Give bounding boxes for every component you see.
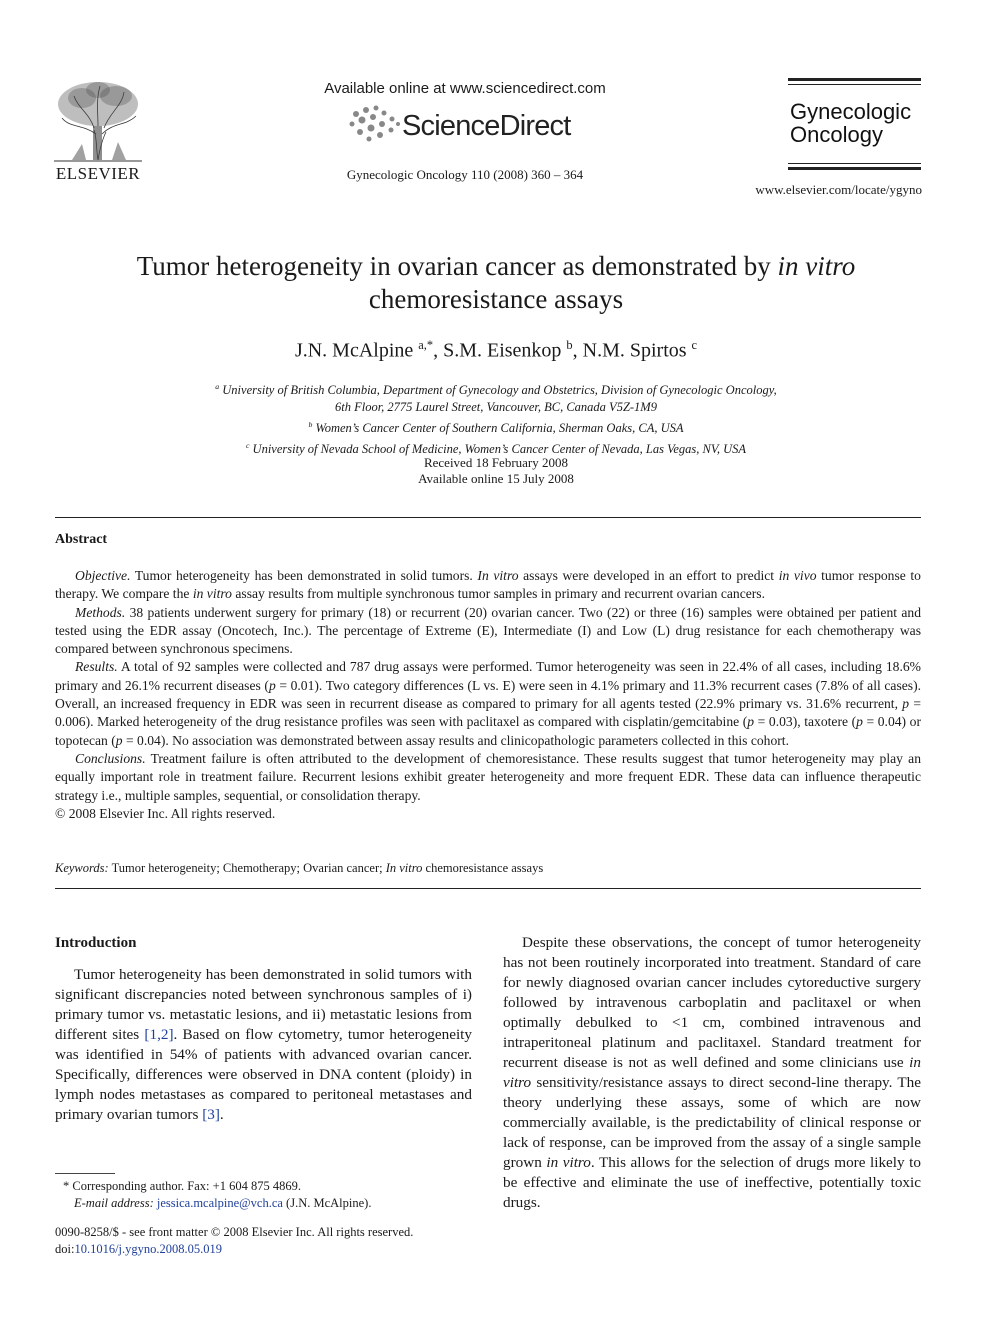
p-value-symbol: p	[115, 732, 123, 748]
doi-label: doi:	[55, 1242, 75, 1256]
methods-label: Methods.	[75, 604, 126, 620]
body-italic: in vitro	[503, 1054, 921, 1091]
available-online-text[interactable]: Available online at www.sciencedirect.com	[324, 80, 606, 97]
results-label: Results.	[75, 659, 118, 675]
body-text: .	[219, 1106, 224, 1123]
affiliation-line	[60, 378, 932, 399]
affiliations	[60, 378, 932, 458]
p-value-symbol: p	[747, 714, 755, 730]
footnote-corr	[55, 1178, 472, 1195]
author-affiliation-mark[interactable]: a,*	[418, 338, 434, 352]
publisher-name: ELSEVIER	[55, 164, 141, 183]
abstract-body	[55, 567, 921, 823]
intro-paragraph-1	[55, 965, 472, 1125]
journal-title-rule-bottom	[788, 167, 921, 170]
affiliation-mark: b	[308, 420, 313, 430]
abstract-italic: in vitro	[192, 586, 232, 602]
abstract-text: A total of 92 samples were collected and 787 drug assays were performed. Tumor heterogeneity was seen in 22.4% of all cases, including 18.6% primary and 26.1% recurrent diseases (	[55, 659, 921, 693]
objective-label: Objective.	[75, 568, 131, 583]
keywords-italic: In vitro	[385, 861, 423, 875]
journal-title	[790, 100, 911, 146]
abstract-top-rule	[55, 517, 921, 518]
affiliation-line	[60, 399, 932, 416]
journal-citation: Gynecologic Oncology 110 (2008) 360 – 364	[346, 167, 584, 182]
author-affiliation-mark[interactable]: b	[566, 338, 573, 352]
doi-link[interactable]: 10.1016/j.ygyno.2008.05.019	[74, 1242, 223, 1256]
footnote-text: (J.N. McAlpine).	[282, 1196, 372, 1210]
abstract-text: assays were developed in an effort to predict	[518, 568, 779, 583]
right-column	[503, 933, 921, 1213]
title-text-1: Tumor heterogeneity in ovarian cancer as demonstrated by	[136, 251, 778, 281]
conclusions-label: Conclusions.	[75, 750, 146, 766]
affiliation-line	[60, 416, 932, 437]
body-text: . This allows for the selection of drugs more likely to be effective and eliminate the use of ineffective, potentially toxic drugs.	[503, 1154, 921, 1211]
abstract-bottom-rule	[55, 888, 921, 889]
abstract-text: = 0.03), taxotere (	[754, 714, 857, 730]
corresponding-author-footnote	[55, 1178, 472, 1212]
abstract-heading: Abstract	[55, 532, 108, 547]
author-name[interactable]: S.M. Eisenkop	[443, 339, 562, 362]
doi-line	[55, 1241, 472, 1258]
title-italic: in vitro	[777, 251, 856, 281]
abstract-text: Treatment failure is often attributed to the development of chemoresistance. These results suggest that tumor heterogeneity may play an equally important role in treatment failure. Recurrent lesions exhibit greater heterogeneity and more frequent EDR. These data can influence therapeutic strategy i.e., multiple samples, sequential, or consolidation therapy.	[55, 750, 921, 803]
abstract-methods	[55, 604, 921, 659]
article-dates	[60, 455, 932, 487]
footnote-text: Corresponding author. Fax: +1 604 875 4869.	[69, 1179, 301, 1193]
abstract-text: = 0.01). Two category differences (L vs. E) were seen in 4.1% primary and 11.3% recurrent cases (7.8% of all cases). Overall, an increased frequency in EDR was seen in recurrent disease as compared to primary for all agents tested (22.9% primary vs. 31.6% recurrent,	[55, 677, 921, 712]
author-separator: ,	[433, 339, 444, 362]
abstract-italic: in vivo	[778, 568, 817, 583]
body-text: sensitivity/resistance assays to direct second-line therapy. The theory underlying these assays, some of which are now commercially available, is the predictability of clinical response or lack of response, can be improved from the assay of a single sample grown	[503, 1074, 921, 1171]
author-affiliation-mark[interactable]: c	[691, 338, 698, 352]
email-label: E-mail address:	[74, 1196, 154, 1210]
journal-title-rule-top-thin	[788, 84, 921, 85]
affiliation-text: 6th Floor, 2775 Laurel Street, Vancouver, BC, Canada V5Z-1M9	[335, 400, 657, 415]
affiliation-text: University of British Columbia, Department of Gynecology and Obstetrics, Division of Gynecologic Oncology,	[222, 383, 777, 398]
abstract-text: Tumor heterogeneity has been demonstrated in solid tumors.	[130, 568, 478, 583]
abstract-text: = 0.006). Marked heterogeneity of the drug resistance profiles was seen with paclitaxel as compared with cisplatin/gemcitabine (	[55, 696, 921, 730]
abstract-text: tumor response to therapy. We compare the	[55, 568, 921, 602]
body-text: Tumor heterogeneity has been demonstrated in solid tumors with significant discrepancies noted between synchronous samples of i) primary tumor vs. metastatic lesions, and ii) metastatic lesions from different sites	[55, 966, 472, 1043]
p-value-symbol: p	[902, 696, 910, 712]
title-text-2: chemoresistance assays	[368, 284, 624, 314]
body-text: . Based on flow cytometry, tumor heterogeneity was identified in 54% of patients with advanced ovarian cancer. Specifically, differences were observed in DNA content (ploidy) in lymph nodes metastases as compared to peritoneal metastases and primary ovarian tumors	[55, 1026, 472, 1123]
received-date: Received 18 February 2008	[423, 455, 569, 470]
intro-paragraph-2	[503, 933, 921, 1213]
affiliation-mark: a	[215, 382, 220, 391]
journal-title-rule-top	[788, 78, 921, 81]
citation-link[interactable]: [1,2]	[144, 1026, 174, 1043]
journal-url-link[interactable]: www.elsevier.com/locate/ygyno	[755, 182, 922, 197]
affiliation-mark: c	[245, 441, 250, 451]
email-link[interactable]: jessica.mcalpine@vch.ca	[156, 1196, 283, 1210]
abstract-objective	[55, 567, 921, 604]
journal-title-rule-bottom-thin	[788, 163, 921, 164]
footnote-star: *	[63, 1179, 70, 1193]
body-italic: in vitro	[546, 1154, 591, 1171]
footnote-rule	[55, 1173, 115, 1174]
keywords-text: Tumor heterogeneity; Chemotherapy; Ovarian cancer;	[108, 861, 386, 875]
issn-doi	[55, 1224, 472, 1258]
p-value-symbol: p	[856, 714, 863, 730]
affiliation-text: University of Nevada School of Medicine, Women’s Cancer Center of Nevada, Las Vegas, NV, USA	[252, 442, 747, 457]
introduction-heading: Introduction	[55, 935, 137, 951]
author-list	[60, 338, 932, 363]
abstract-conclusions	[55, 750, 921, 805]
keywords-label: Keywords:	[55, 861, 109, 875]
abstract-text: assay results from multiple synchronous tumor samples in primary and recurrent ovarian cancers.	[231, 586, 765, 602]
author-name[interactable]: N.M. Spirtos	[582, 339, 687, 362]
affiliation-text: Women’s Cancer Center of Southern California, Sherman Oaks, CA, USA	[315, 421, 684, 436]
abstract-text: = 0.04) or topotecan (	[55, 714, 921, 748]
p-value-symbol: p	[268, 677, 276, 693]
abstract-copyright: © 2008 Elsevier Inc. All rights reserved.	[55, 805, 276, 821]
left-column	[55, 933, 472, 1125]
body-text: Despite these observations, the concept of tumor heterogeneity has not been routinely incorporated into treatment. Standard of care for newly diagnosed ovarian cancer includes cytoreductive surgery followed by intravenous carboplatin and paclitaxel or when optimally debulked to <1 cm, combined intravenous and intraperitoneal platinum and paclitaxel. Standard treatment for recurrent disease is not as well defined and some clinicians use	[503, 934, 921, 1071]
journal-title-line1: Gynecologic	[790, 99, 912, 124]
issn-line: 0090-8258/$ - see front matter © 2008 Elsevier Inc. All rights reserved.	[55, 1225, 414, 1239]
journal-title-line2: Oncology	[790, 122, 883, 147]
sciencedirect-wordmark: ScienceDirect	[402, 110, 571, 142]
keywords-text: chemoresistance assays	[422, 861, 544, 875]
author-name[interactable]: J.N. McAlpine	[294, 339, 414, 362]
abstract-text: 38 patients underwent surgery for primary (18) or recurrent (20) ovarian cancer. Two (22) or three (16) samples were obtained per patient and tested using the EDR assay (Oncotech, Inc.). The percentage of Extreme (E), Intermediate (I) and Low (L) drug resistance for each chemotherapy was compared between synchronous specimens.	[55, 604, 921, 657]
keywords	[55, 861, 921, 876]
author-separator: ,	[572, 339, 583, 362]
available-online-date: Available online 15 July 2008	[418, 471, 574, 486]
abstract-italic: In vitro	[477, 568, 519, 583]
article-title	[60, 250, 932, 316]
footnote-email	[55, 1195, 472, 1212]
citation-link[interactable]: [3]	[202, 1106, 220, 1123]
abstract-text: = 0.04). No association was demonstrated between assay results and clinicopathologic parameters collected in this cohort.	[122, 732, 789, 748]
abstract-results	[55, 658, 921, 749]
